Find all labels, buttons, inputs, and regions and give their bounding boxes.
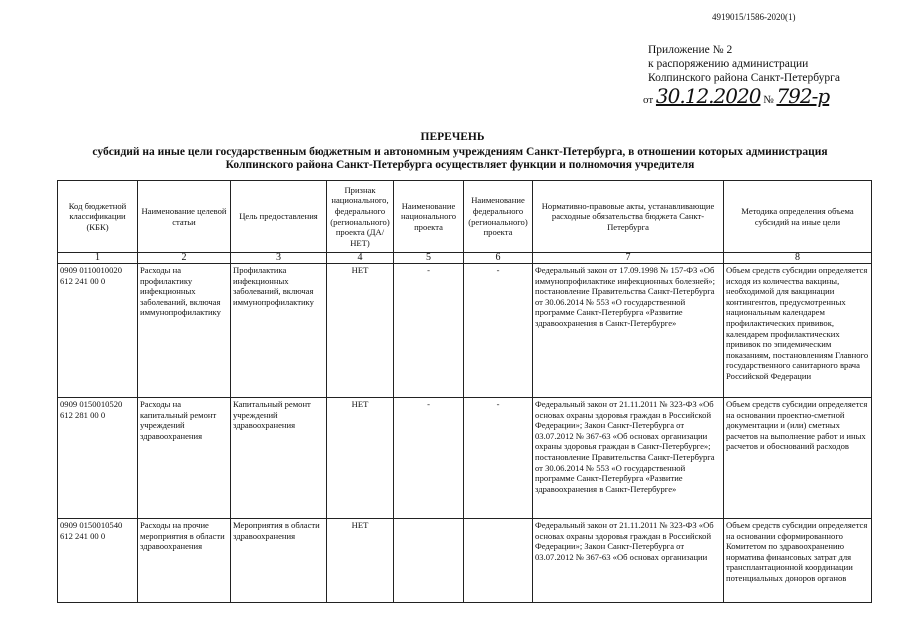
cell-kbk: 0909 0150010540 612 241 00 0 — [58, 519, 138, 603]
document-number: 4919015/1586-2020(1) — [712, 12, 796, 22]
cell-legal-acts: Федеральный закон от 21.11.2011 № 323-ФЗ «Об основах охраны здоровья граждан в Российской Федерации»; Закон Санкт-Петербурга от 03.07.2012 № 367-63 «Об основах организации — [533, 519, 724, 603]
cell-article: Расходы на прочие мероприятия в области здравоохранения — [138, 519, 231, 603]
header-legal-acts: Нормативно-правовые акты, устанавливающие расходные обязательства бюджета Санкт-Петербурга — [533, 181, 724, 253]
appendix-line-2: к распоряжению администрации — [648, 58, 809, 70]
cell-kbk: 0909 0110010020 612 241 00 0 — [58, 264, 138, 398]
cell-federal-project: - — [464, 398, 533, 519]
cell-kbk: 0909 0150010520 612 281 00 0 — [58, 398, 138, 519]
subsidies-table — [57, 180, 872, 603]
header-kbk: Код бюджетной классификации (КБК) — [58, 181, 138, 253]
table-row — [58, 398, 872, 519]
order-date-number — [643, 84, 829, 108]
number-label: № — [763, 94, 774, 106]
appendix-line-1: Приложение № 2 — [648, 44, 733, 56]
header-method: Методика определения объема субсидий на иные цели — [724, 181, 872, 253]
cell-article: Расходы на профилактику инфекционных заболеваний, включая иммунопрофилактику — [138, 264, 231, 398]
table-row — [58, 519, 872, 603]
appendix-block — [648, 43, 840, 85]
table-row — [58, 264, 872, 398]
order-date: 30.12.2020 — [655, 84, 761, 108]
cell-method: Объем средств субсидии определяется на основании проектно-сметной документации и (или) сметных расчетов на выполнение работ и иных расчетов и обоснований расходов — [724, 398, 872, 519]
cell-legal-acts: Федеральный закон от 21.11.2011 № 323-ФЗ «Об основах охраны здоровья граждан в Российской Федерации»; Закон Санкт-Петербурга от 03.07.2012 № 367-63 «Об основах организации охраны здоровья граждан в Санкт-Петербурге»; постановление Правительства Санкт-Петербурга от 30.06.2014 № 553 «О государственной программе Санкт-Петербурга «Развитие здравоохранения в Санкт-Петербурге» — [533, 398, 724, 519]
cell-national-project: - — [394, 398, 464, 519]
cell-project-flag: НЕТ — [327, 264, 394, 398]
header-article: Наименование целевой статьи — [138, 181, 231, 253]
header-national-project: Наименование национального проекта — [394, 181, 464, 253]
col-number: 4 — [327, 253, 394, 264]
document-subtitle: субсидий на иные цели государственным бюджетным и автономным учреждениям Санкт-Петербурга, в отношении которых администрация Колпинского района Санкт-Петербурга осуществляет функции и полномочия учредителя — [92, 146, 828, 171]
cell-article: Расходы на капитальный ремонт учреждений здравоохранения — [138, 398, 231, 519]
document-title: ПЕРЕЧЕНЬ — [420, 131, 485, 143]
col-number: 8 — [724, 253, 872, 264]
header-federal-project: Наименование федерального (регионального) проекта — [464, 181, 533, 253]
header-project-flag: Признак национального, федерального (регионального) проекта (ДА/НЕТ) — [327, 181, 394, 253]
cell-project-flag: НЕТ — [327, 398, 394, 519]
col-number: 1 — [58, 253, 138, 264]
appendix-line-3: Колпинского района Санкт-Петербурга — [648, 72, 840, 84]
cell-legal-acts: Федеральный закон от 17.09.1998 № 157-ФЗ «Об иммунопрофилактике инфекционных болезней»; постановление Правительства Санкт-Петербурга от 30.06.2014 № 553 «О государственной программе Санкт-Петербурга «Развитие здравоохранения в Санкт-Петербурге» — [533, 264, 724, 398]
cell-purpose: Капитальный ремонт учреждений здравоохранения — [231, 398, 327, 519]
cell-national-project — [394, 519, 464, 603]
cell-federal-project — [464, 519, 533, 603]
cell-purpose: Мероприятия в области здравоохранения — [231, 519, 327, 603]
cell-national-project: - — [394, 264, 464, 398]
cell-project-flag: НЕТ — [327, 519, 394, 603]
table-header-row — [58, 181, 872, 253]
cell-method: Объем средств субсидии определяется исходя из количества вакцины, необходимой для вакцинации контингентов, предусмотренных национальным календарем профилактических прививок, календарем профилактических прививок по эпидемическим показаниям, постановлениям Главного государственного санитарного врача Российской Федерации — [724, 264, 872, 398]
col-number: 6 — [464, 253, 533, 264]
header-purpose: Цель предоставления — [231, 181, 327, 253]
column-number-row — [58, 253, 872, 264]
col-number: 3 — [231, 253, 327, 264]
cell-purpose: Профилактика инфекционных заболеваний, включая иммунопрофилактику — [231, 264, 327, 398]
order-number: 792-р — [776, 84, 830, 108]
from-label: от — [643, 94, 654, 106]
col-number: 2 — [138, 253, 231, 264]
cell-federal-project: - — [464, 264, 533, 398]
cell-method: Объем средств субсидии определяется на основании сформированного Комитетом по здравоохранению норматива финансовых затрат для трансплантационной координации потенциальных доноров органов — [724, 519, 872, 603]
col-number: 7 — [533, 253, 724, 264]
col-number: 5 — [394, 253, 464, 264]
